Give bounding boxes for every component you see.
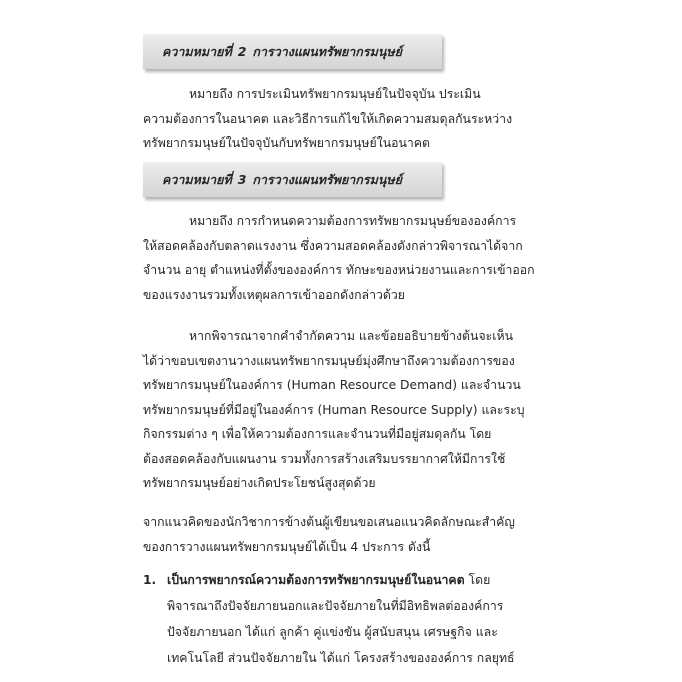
meaning-2-paragraph xyxy=(143,82,543,156)
meaning-3-paragraph xyxy=(143,209,543,307)
heading-number: 3 xyxy=(237,172,247,187)
paragraph-line: ของแรงงานรวมทั้งเหตุผลการเข้าออกดังกล่าวด้วย xyxy=(143,287,405,302)
list-item-bold-title: เป็นการพยากรณ์ความต้องการทรัพยากรมนุษย์ในอนาคต xyxy=(167,573,465,587)
paragraph-line: หมายถึง การกำหนดความต้องการทรัพยากรมนุษย์ขององค์การ xyxy=(189,214,517,228)
list-item-line: ปัจจัยภายนอก ได้แก่ ลูกค้า คู่แข่งขัน ผู้สนับสนุน เศรษฐกิจ และ xyxy=(167,625,498,639)
paragraph-line: หมายถึง การประเมินทรัพยากรมนุษย์ในปัจจุบัน ประเมิน xyxy=(189,87,481,101)
paragraph-line: ได้ว่าขอบเขตงานวางแผนทรัพยากรมนุษย์มุ่งศึกษาถึงความต้องการของ xyxy=(143,353,515,368)
list-item-line: พิจารณาถึงปัจจัยภายนอกและปัจจัยภายในที่มีอิทธิพลต่อองค์การ xyxy=(167,599,504,613)
concept-paragraph xyxy=(143,510,543,559)
paragraph-line: หากพิจารณาจากคำจำกัดความ และข้อยอธิบายข้างต้นจะเห็น xyxy=(189,329,513,343)
paragraph-line: ทรัพยากรมนุษย์อย่างเกิดประโยชน์สูงสุดด้วย xyxy=(143,476,376,490)
paragraph-line: จากแนวคิดของนักวิชาการข้างต้นผู้เขียนขอเสนอแนวคิดลักษณะสำคัญ xyxy=(143,515,515,529)
heading-title: การวางแผนทรัพยากรมนุษย์ xyxy=(252,43,402,59)
paragraph-line: กิจกรรมต่าง ๆ เพื่อให้ความต้องการและจำนวนที่มีอยู่สมดุลกัน โดย xyxy=(143,427,492,441)
meaning-2-heading xyxy=(143,34,442,69)
list-item-body xyxy=(167,567,543,671)
meaning-3-heading xyxy=(143,162,442,197)
paragraph-line: ต้องสอดคล้องกับแผนงาน รวมทั้งการสร้างเสริมบรรยากาศให้มีการใช้ xyxy=(143,451,506,466)
heading-title: การวางแผนทรัพยากรมนุษย์ xyxy=(252,171,402,187)
list-number: 1. xyxy=(143,573,157,587)
list-item-text: โดย xyxy=(464,573,491,587)
heading-prefix: ความหมายที่ xyxy=(162,43,232,59)
list-item-first-line xyxy=(167,567,543,593)
paragraph-line: ทรัพยากรมนุษย์ในปัจจุบันกับทรัพยากรมนุษย์ในอนาคต xyxy=(143,136,431,150)
heading-prefix: ความหมายที่ xyxy=(162,171,232,187)
list-item-line: เทคโนโลยี ส่วนปัจจัยภายใน ได้แก่ โครงสร้างขององค์การ กลยุทธ์ xyxy=(167,651,515,665)
paragraph-line: ทรัพยากรมนุษย์ในองค์การ (Human Resource Demand) และจำนวน xyxy=(143,378,521,392)
heading-number: 2 xyxy=(237,44,247,59)
paragraph-line: ความต้องการในอนาคต และวิธีการแก้ไขให้เกิดความสมดุลกันระหว่าง xyxy=(143,111,513,126)
paragraph-line: ทรัพยากรมนุษย์ที่มีอยู่ในองค์การ (Human Resource Supply) และระบุ xyxy=(143,402,525,417)
summary-paragraph xyxy=(143,324,543,496)
paragraph-line: ของการวางแผนทรัพยากรมนุษย์ได้เป็น 4 ประการ ดังนี้ xyxy=(143,539,431,554)
paragraph-line: ให้สอดคล้องกับตลาดแรงงาน ซึ่งความสอดคล้องดังกล่าวพิจารณาได้จาก xyxy=(143,238,523,253)
paragraph-line: จำนวน อายุ ตำแหน่งที่ตั้งขององค์การ ทักษะของหน่วยงานและการเข้าออก xyxy=(143,263,535,277)
